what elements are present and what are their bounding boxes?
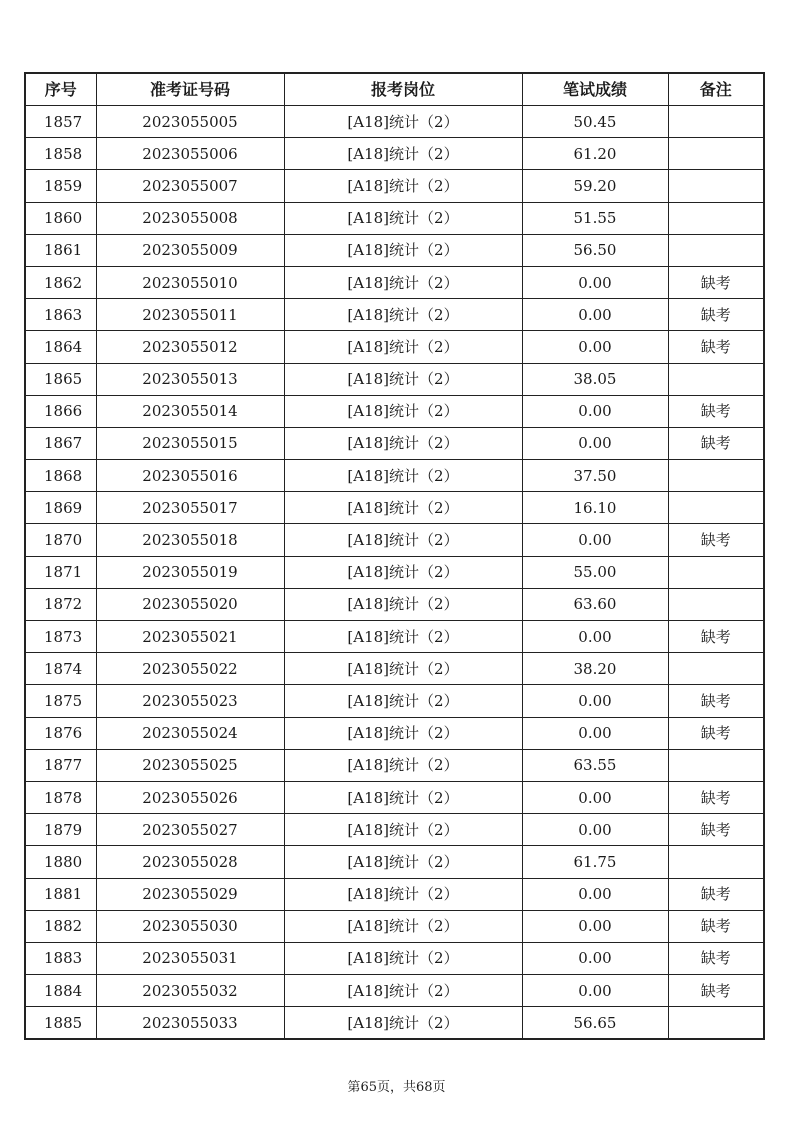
cell-score: 0.00 bbox=[522, 395, 668, 427]
cell-remark bbox=[668, 170, 764, 202]
table-row bbox=[25, 846, 764, 878]
table-row bbox=[25, 685, 764, 717]
cell-admission-number: 2023055013 bbox=[96, 363, 284, 395]
table-row bbox=[25, 621, 764, 653]
cell-seq: 1869 bbox=[25, 492, 96, 524]
cell-position: [A18]统计（2） bbox=[284, 234, 522, 266]
cell-admission-number: 2023055030 bbox=[96, 910, 284, 942]
cell-position: [A18]统计（2） bbox=[284, 266, 522, 298]
cell-admission-number: 2023055005 bbox=[96, 106, 284, 138]
cell-remark bbox=[668, 556, 764, 588]
cell-remark: 缺考 bbox=[668, 717, 764, 749]
cell-seq: 1868 bbox=[25, 460, 96, 492]
cell-score: 50.45 bbox=[522, 106, 668, 138]
cell-remark: 缺考 bbox=[668, 814, 764, 846]
cell-score: 61.75 bbox=[522, 846, 668, 878]
cell-remark: 缺考 bbox=[668, 781, 764, 813]
table-row bbox=[25, 749, 764, 781]
cell-remark: 缺考 bbox=[668, 621, 764, 653]
cell-score: 63.60 bbox=[522, 588, 668, 620]
table-row bbox=[25, 299, 764, 331]
cell-seq: 1859 bbox=[25, 170, 96, 202]
cell-score: 0.00 bbox=[522, 266, 668, 298]
cell-seq: 1862 bbox=[25, 266, 96, 298]
cell-position: [A18]统计（2） bbox=[284, 621, 522, 653]
table-row bbox=[25, 1007, 764, 1040]
cell-remark: 缺考 bbox=[668, 685, 764, 717]
cell-score: 0.00 bbox=[522, 685, 668, 717]
cell-position: [A18]统计（2） bbox=[284, 363, 522, 395]
cell-admission-number: 2023055012 bbox=[96, 331, 284, 363]
table-row bbox=[25, 653, 764, 685]
cell-admission-number: 2023055018 bbox=[96, 524, 284, 556]
cell-admission-number: 2023055032 bbox=[96, 975, 284, 1007]
cell-admission-number: 2023055033 bbox=[96, 1007, 284, 1040]
cell-score: 0.00 bbox=[522, 331, 668, 363]
cell-remark bbox=[668, 106, 764, 138]
cell-seq: 1878 bbox=[25, 781, 96, 813]
cell-remark: 缺考 bbox=[668, 427, 764, 459]
table-row bbox=[25, 427, 764, 459]
table-row bbox=[25, 106, 764, 138]
cell-score: 61.20 bbox=[522, 138, 668, 170]
cell-position: [A18]统计（2） bbox=[284, 910, 522, 942]
cell-position: [A18]统计（2） bbox=[284, 556, 522, 588]
cell-remark bbox=[668, 492, 764, 524]
footer-current-page: 65 bbox=[360, 1080, 377, 1095]
cell-seq: 1867 bbox=[25, 427, 96, 459]
cell-position: [A18]统计（2） bbox=[284, 878, 522, 910]
table-row bbox=[25, 524, 764, 556]
cell-remark: 缺考 bbox=[668, 975, 764, 1007]
cell-remark bbox=[668, 653, 764, 685]
cell-position: [A18]统计（2） bbox=[284, 331, 522, 363]
cell-admission-number: 2023055028 bbox=[96, 846, 284, 878]
cell-seq: 1883 bbox=[25, 942, 96, 974]
header-score: 笔试成绩 bbox=[522, 73, 668, 106]
cell-seq: 1875 bbox=[25, 685, 96, 717]
cell-position: [A18]统计（2） bbox=[284, 749, 522, 781]
cell-admission-number: 2023055023 bbox=[96, 685, 284, 717]
cell-position: [A18]统计（2） bbox=[284, 299, 522, 331]
cell-remark: 缺考 bbox=[668, 878, 764, 910]
cell-score: 0.00 bbox=[522, 910, 668, 942]
cell-position: [A18]统计（2） bbox=[284, 975, 522, 1007]
table-row bbox=[25, 331, 764, 363]
header-admission-number: 准考证号码 bbox=[96, 73, 284, 106]
cell-position: [A18]统计（2） bbox=[284, 138, 522, 170]
cell-admission-number: 2023055010 bbox=[96, 266, 284, 298]
cell-score: 37.50 bbox=[522, 460, 668, 492]
cell-seq: 1874 bbox=[25, 653, 96, 685]
table-row bbox=[25, 588, 764, 620]
cell-seq: 1863 bbox=[25, 299, 96, 331]
cell-score: 0.00 bbox=[522, 781, 668, 813]
cell-admission-number: 2023055008 bbox=[96, 202, 284, 234]
table-row bbox=[25, 202, 764, 234]
cell-position: [A18]统计（2） bbox=[284, 395, 522, 427]
cell-seq: 1876 bbox=[25, 717, 96, 749]
table-row bbox=[25, 492, 764, 524]
cell-remark bbox=[668, 846, 764, 878]
cell-position: [A18]统计（2） bbox=[284, 814, 522, 846]
cell-remark: 缺考 bbox=[668, 524, 764, 556]
cell-position: [A18]统计（2） bbox=[284, 427, 522, 459]
table-row bbox=[25, 395, 764, 427]
table-header-row bbox=[25, 73, 764, 106]
page-footer bbox=[0, 1076, 793, 1095]
cell-position: [A18]统计（2） bbox=[284, 106, 522, 138]
cell-score: 0.00 bbox=[522, 814, 668, 846]
cell-position: [A18]统计（2） bbox=[284, 460, 522, 492]
cell-score: 63.55 bbox=[522, 749, 668, 781]
cell-position: [A18]统计（2） bbox=[284, 588, 522, 620]
cell-remark bbox=[668, 234, 764, 266]
cell-remark: 缺考 bbox=[668, 266, 764, 298]
table-row bbox=[25, 363, 764, 395]
table-row bbox=[25, 781, 764, 813]
cell-remark bbox=[668, 749, 764, 781]
cell-remark bbox=[668, 202, 764, 234]
cell-admission-number: 2023055006 bbox=[96, 138, 284, 170]
cell-score: 0.00 bbox=[522, 621, 668, 653]
cell-score: 16.10 bbox=[522, 492, 668, 524]
cell-position: [A18]统计（2） bbox=[284, 942, 522, 974]
cell-admission-number: 2023055015 bbox=[96, 427, 284, 459]
cell-admission-number: 2023055026 bbox=[96, 781, 284, 813]
cell-position: [A18]统计（2） bbox=[284, 653, 522, 685]
cell-remark bbox=[668, 460, 764, 492]
cell-remark: 缺考 bbox=[668, 331, 764, 363]
footer-total-pages: 68 bbox=[416, 1080, 433, 1095]
cell-admission-number: 2023055031 bbox=[96, 942, 284, 974]
cell-seq: 1873 bbox=[25, 621, 96, 653]
cell-admission-number: 2023055029 bbox=[96, 878, 284, 910]
cell-seq: 1864 bbox=[25, 331, 96, 363]
table-body bbox=[25, 106, 764, 1040]
cell-admission-number: 2023055019 bbox=[96, 556, 284, 588]
cell-position: [A18]统计（2） bbox=[284, 492, 522, 524]
cell-admission-number: 2023055027 bbox=[96, 814, 284, 846]
header-remark: 备注 bbox=[668, 73, 764, 106]
cell-seq: 1885 bbox=[25, 1007, 96, 1040]
cell-remark: 缺考 bbox=[668, 395, 764, 427]
cell-score: 0.00 bbox=[522, 299, 668, 331]
cell-seq: 1871 bbox=[25, 556, 96, 588]
footer-suffix: 页 bbox=[432, 1080, 446, 1095]
cell-remark bbox=[668, 1007, 764, 1040]
header-seq: 序号 bbox=[25, 73, 96, 106]
footer-prefix: 第 bbox=[347, 1080, 361, 1095]
table-row bbox=[25, 556, 764, 588]
cell-score: 0.00 bbox=[522, 427, 668, 459]
footer-middle: 页，共 bbox=[376, 1080, 416, 1095]
cell-score: 56.65 bbox=[522, 1007, 668, 1040]
table-row bbox=[25, 717, 764, 749]
cell-seq: 1865 bbox=[25, 363, 96, 395]
cell-seq: 1879 bbox=[25, 814, 96, 846]
cell-seq: 1880 bbox=[25, 846, 96, 878]
header-position: 报考岗位 bbox=[284, 73, 522, 106]
cell-remark bbox=[668, 363, 764, 395]
cell-score: 51.55 bbox=[522, 202, 668, 234]
cell-score: 59.20 bbox=[522, 170, 668, 202]
cell-position: [A18]统计（2） bbox=[284, 685, 522, 717]
cell-score: 38.05 bbox=[522, 363, 668, 395]
cell-score: 55.00 bbox=[522, 556, 668, 588]
cell-admission-number: 2023055007 bbox=[96, 170, 284, 202]
cell-seq: 1866 bbox=[25, 395, 96, 427]
cell-position: [A18]统计（2） bbox=[284, 202, 522, 234]
table-row bbox=[25, 878, 764, 910]
table-row bbox=[25, 234, 764, 266]
cell-score: 0.00 bbox=[522, 942, 668, 974]
cell-admission-number: 2023055022 bbox=[96, 653, 284, 685]
cell-admission-number: 2023055014 bbox=[96, 395, 284, 427]
cell-admission-number: 2023055016 bbox=[96, 460, 284, 492]
table-row bbox=[25, 910, 764, 942]
cell-position: [A18]统计（2） bbox=[284, 1007, 522, 1040]
cell-admission-number: 2023055020 bbox=[96, 588, 284, 620]
cell-seq: 1872 bbox=[25, 588, 96, 620]
table-row bbox=[25, 170, 764, 202]
cell-admission-number: 2023055025 bbox=[96, 749, 284, 781]
cell-score: 0.00 bbox=[522, 878, 668, 910]
cell-seq: 1877 bbox=[25, 749, 96, 781]
cell-seq: 1858 bbox=[25, 138, 96, 170]
cell-seq: 1870 bbox=[25, 524, 96, 556]
cell-seq: 1857 bbox=[25, 106, 96, 138]
cell-seq: 1884 bbox=[25, 975, 96, 1007]
cell-admission-number: 2023055017 bbox=[96, 492, 284, 524]
cell-admission-number: 2023055011 bbox=[96, 299, 284, 331]
table-row bbox=[25, 942, 764, 974]
cell-remark bbox=[668, 588, 764, 620]
cell-position: [A18]统计（2） bbox=[284, 781, 522, 813]
cell-remark bbox=[668, 138, 764, 170]
cell-remark: 缺考 bbox=[668, 942, 764, 974]
cell-position: [A18]统计（2） bbox=[284, 170, 522, 202]
cell-score: 0.00 bbox=[522, 524, 668, 556]
cell-remark: 缺考 bbox=[668, 299, 764, 331]
cell-admission-number: 2023055024 bbox=[96, 717, 284, 749]
cell-position: [A18]统计（2） bbox=[284, 717, 522, 749]
cell-seq: 1861 bbox=[25, 234, 96, 266]
cell-position: [A18]统计（2） bbox=[284, 846, 522, 878]
cell-score: 0.00 bbox=[522, 717, 668, 749]
results-table bbox=[24, 72, 765, 1040]
table-row bbox=[25, 138, 764, 170]
cell-seq: 1881 bbox=[25, 878, 96, 910]
cell-score: 0.00 bbox=[522, 975, 668, 1007]
cell-score: 38.20 bbox=[522, 653, 668, 685]
table-row bbox=[25, 814, 764, 846]
cell-remark: 缺考 bbox=[668, 910, 764, 942]
cell-admission-number: 2023055021 bbox=[96, 621, 284, 653]
cell-admission-number: 2023055009 bbox=[96, 234, 284, 266]
table-row bbox=[25, 266, 764, 298]
table-row bbox=[25, 460, 764, 492]
cell-score: 56.50 bbox=[522, 234, 668, 266]
table-row bbox=[25, 975, 764, 1007]
cell-seq: 1882 bbox=[25, 910, 96, 942]
cell-position: [A18]统计（2） bbox=[284, 524, 522, 556]
cell-seq: 1860 bbox=[25, 202, 96, 234]
